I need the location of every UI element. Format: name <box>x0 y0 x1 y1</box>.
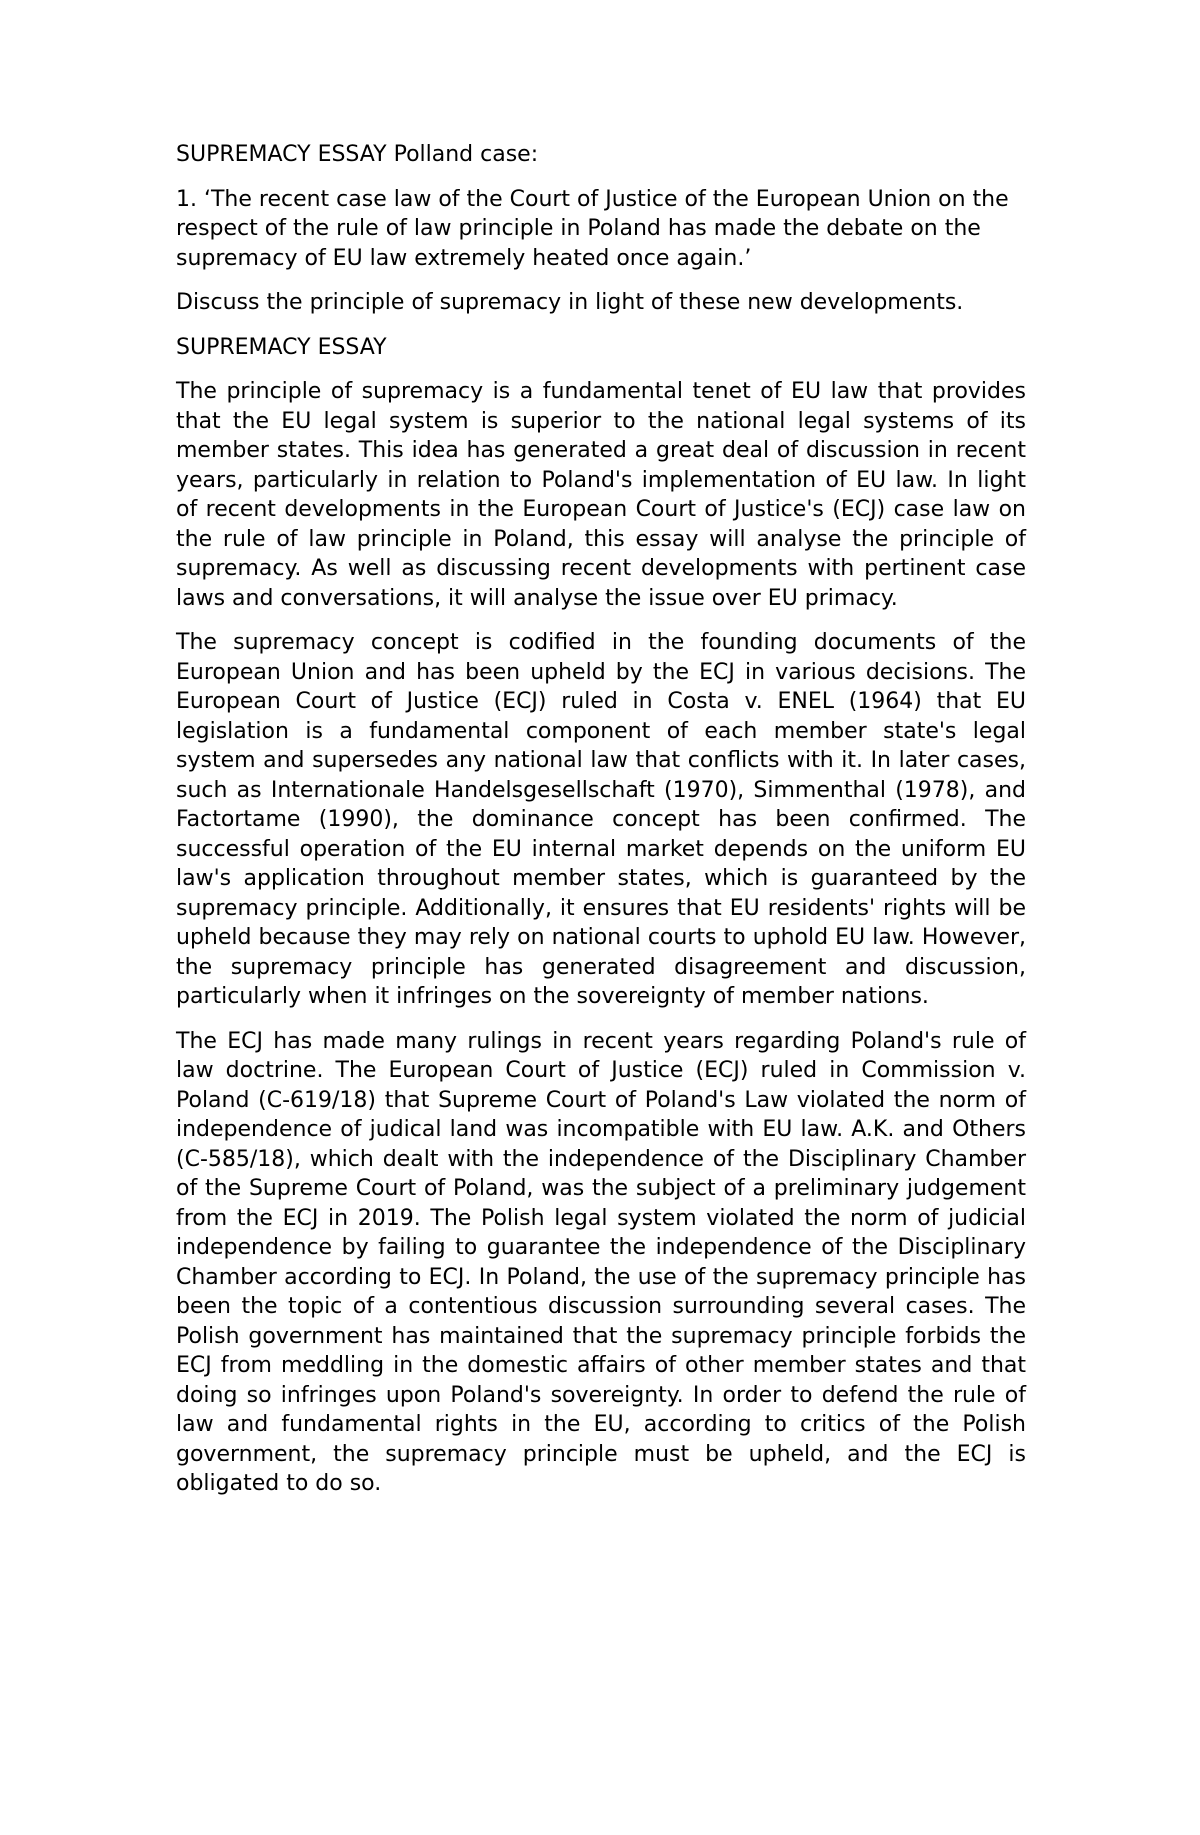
essay-paragraph-2: The supremacy concept is codified in the founding documents of the European Union and has been upheld by the ECJ in various decisions. The European Court of Justice (ECJ) ruled in Costa v. ENEL (1964) that EU legislation is a fundamental component of each member state's legal system and supersedes any national law that conflicts with it. In later cases, such as Internationale Handelsgesellschaft (1970), Simmenthal (1978), and Factortame (1990), the dominance concept has been confirmed. The successful operation of the EU internal market depends on the uniform EU law's application throughout member states, which is guaranteed by the supremacy principle. Additionally, it ensures that EU residents' rights will be upheld because they may rely on national courts to uphold EU law. However, the supremacy principle has generated disagreement and discussion, particularly when it infringes on the sovereignty of member nations. <box>176 630 1026 1009</box>
essay-paragraph-1: The principle of supremacy is a fundamental tenet of EU law that provides that the EU legal system is superior to the national legal systems of its member states. This idea has generated a great deal of discussion in recent years, particularly in relation to Poland's implementation of EU law. In light of recent developments in the European Court of Justice's (ECJ) case law on the rule of law principle in Poland, this essay will analyse the principle of supremacy. As well as discussing recent developments with pertinent case laws and conversations, it will analyse the issue over EU primacy. <box>176 379 1026 611</box>
essay-paragraph-3: The ECJ has made many rulings in recent years regarding Poland's rule of law doctrine. The European Court of Justice (ECJ) ruled in Commission v. Poland (C-619/18) that Supreme Court of Poland's Law violated the norm of independence of judical land was incompatible with EU law. A.K. and Others (C-585/18), which dealt with the independence of the Disciplinary Chamber of the Supreme Court of Poland, was the subject of a preliminary judgement from the ECJ in 2019. The Polish legal system violated the norm of judicial independence by failing to guarantee the independence of the Disciplinary Chamber according to ECJ. In Poland, the use of the supremacy principle has been the topic of a contentious discussion surrounding several cases. The Polish government has maintained that the supremacy principle forbids the ECJ from meddling in the domestic affairs of other member states and that doing so infringes upon Poland's sovereignty. In order to defend the rule of law and fundamental rights in the EU, according to critics of the Polish government, the supremacy principle must be upheld, and the ECJ is obligated to do so. <box>176 1028 1026 1496</box>
essay-instruction: Discuss the principle of supremacy in light of these new developments. <box>176 290 964 315</box>
document-page <box>176 140 1026 1514</box>
document-heading: SUPREMACY ESSAY Polland case: <box>176 142 539 167</box>
essay-title: SUPREMACY ESSAY <box>176 334 387 360</box>
essay-question: 1. ‘The recent case law of the Court of Justice of the European Union on the respect of the rule of law principle in Poland has made the debate on the supremacy of EU law extremely heated once again.’ <box>176 186 1009 271</box>
